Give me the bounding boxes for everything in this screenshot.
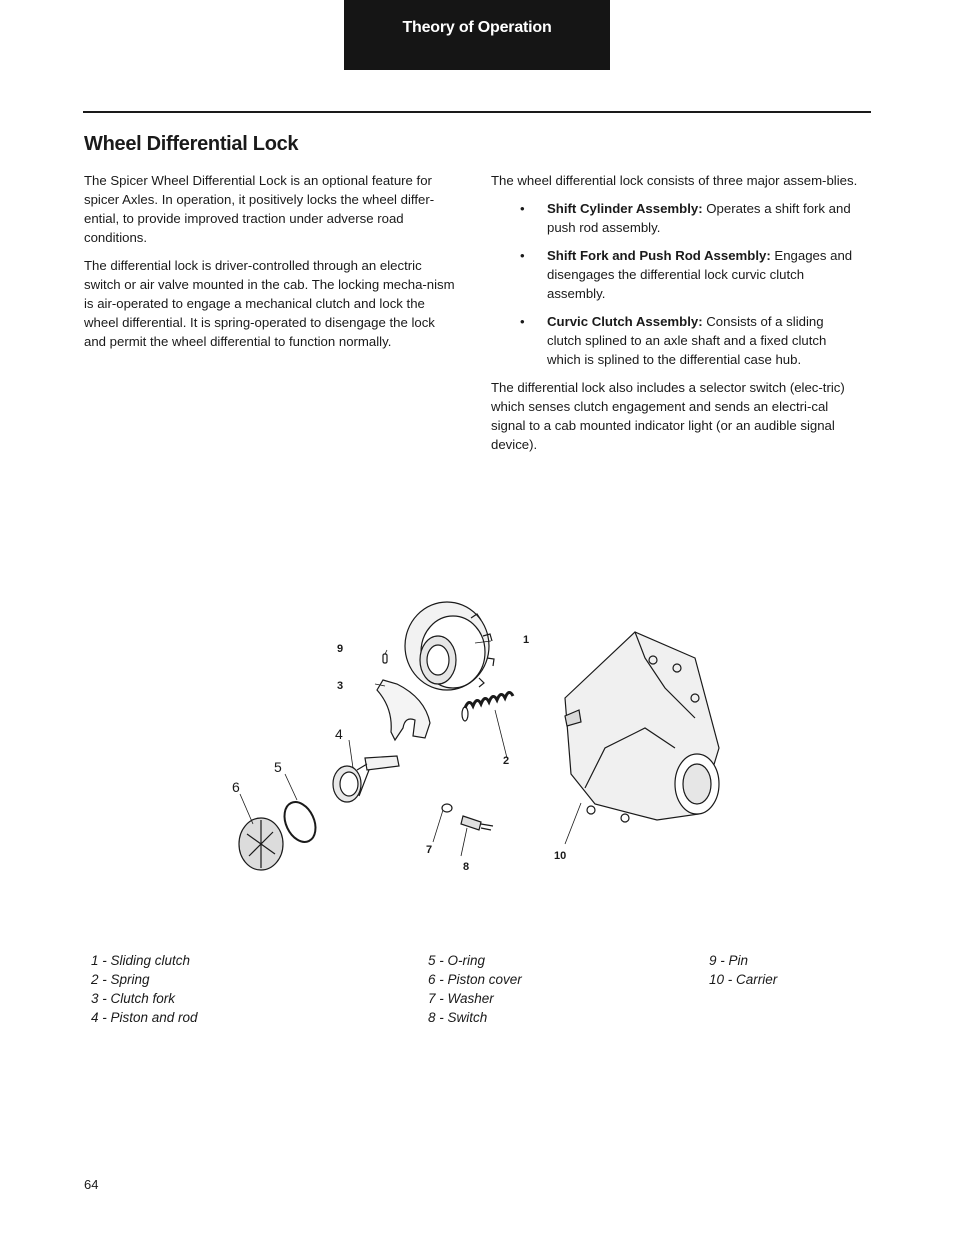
legend-item: 8 - Switch <box>428 1010 488 1025</box>
pin-illustration <box>383 654 387 663</box>
right-column <box>491 171 861 463</box>
clutch-fork-illustration <box>377 680 430 740</box>
callout-2: 2 <box>503 755 510 767</box>
legend-item: 2 - Spring <box>91 972 150 987</box>
legend-column <box>91 951 198 1027</box>
paragraph: The differential lock is driver-controlled through an electric switch or air valve mounted in the cab. The locking mecha-nism is air-operated to engage a mechanical clutch and lock the wheel differential. It is spring-operated to disengage the lock and permit the wheel differential to function normally. <box>84 258 455 349</box>
assembly-list <box>491 199 861 369</box>
legend-item: 3 - Clutch fork <box>91 991 176 1006</box>
page-title: Wheel Differential Lock <box>84 133 299 155</box>
callout-3: 3 <box>337 680 344 692</box>
paragraph: The Spicer Wheel Differential Lock is an optional feature for spicer Axles. In operation, it positively locks the wheel differ-ential, to provide improved traction under adverse road conditions. <box>84 173 435 245</box>
bullet-icon: • <box>520 314 525 329</box>
callout-8: 8 <box>463 861 470 873</box>
list-item-text: Engages and disengages the differential lock curvic clutch assembly. <box>547 248 853 301</box>
spring-illustration <box>462 692 513 721</box>
legend-item: 5 - O-ring <box>428 953 486 968</box>
o-ring-illustration <box>278 797 321 847</box>
switch-illustration <box>461 816 493 830</box>
sliding-clutch-illustration <box>405 602 494 690</box>
piston-rod-illustration <box>333 756 399 802</box>
legend-item: 4 - Piston and rod <box>91 1010 198 1025</box>
callout-7: 7 <box>426 844 433 856</box>
carrier-illustration <box>565 632 719 822</box>
callout-1: 1 <box>523 634 530 646</box>
closing-paragraph: The differential lock also includes a selector switch (elec-tric) which senses clutch engagement and sends an electri-cal signal to a cab mounted indicator light (or an audible signal device). <box>491 380 845 452</box>
legend-item: 1 - Sliding clutch <box>91 953 191 968</box>
legend-item: 7 - Washer <box>428 991 494 1006</box>
list-item <box>491 312 861 369</box>
legend-column <box>428 951 522 1027</box>
exploded-diagram <box>225 598 735 883</box>
page-number: 64 <box>84 1177 99 1192</box>
list-item <box>491 246 861 303</box>
piston-cover-illustration <box>239 818 283 870</box>
bullet-icon: • <box>520 201 525 216</box>
legend-item: 6 - Piston cover <box>428 972 522 987</box>
legend-item: 9 - Pin <box>709 953 749 968</box>
list-item-text: Operates a shift fork and push rod assembly. <box>547 201 851 235</box>
left-column <box>84 171 456 360</box>
callout-10: 10 <box>554 850 567 862</box>
legend-column <box>709 951 777 989</box>
callout-5: 5 <box>274 759 282 775</box>
list-item-term: Curvic Clutch Assembly: <box>547 314 703 329</box>
list-item-term: Shift Fork and Push Rod Assembly: <box>547 248 771 263</box>
list-item-text: Consists of a sliding clutch splined to an axle shaft and a fixed clutch which is splined to the differential case hub. <box>547 314 827 367</box>
section-tab <box>344 0 610 70</box>
intro-paragraph: The wheel differential lock consists of three major assem-blies. <box>491 173 858 188</box>
callout-6: 6 <box>232 779 240 795</box>
washer-illustration <box>442 804 452 812</box>
callout-4: 4 <box>335 726 343 742</box>
list-item <box>491 199 861 237</box>
list-item-term: Shift Cylinder Assembly: <box>547 201 703 216</box>
bullet-icon: • <box>520 248 525 263</box>
legend-item: 10 - Carrier <box>709 972 778 987</box>
section-tab-label: Theory of Operation <box>402 19 552 36</box>
callout-9: 9 <box>337 643 344 655</box>
header-rule <box>83 111 871 113</box>
